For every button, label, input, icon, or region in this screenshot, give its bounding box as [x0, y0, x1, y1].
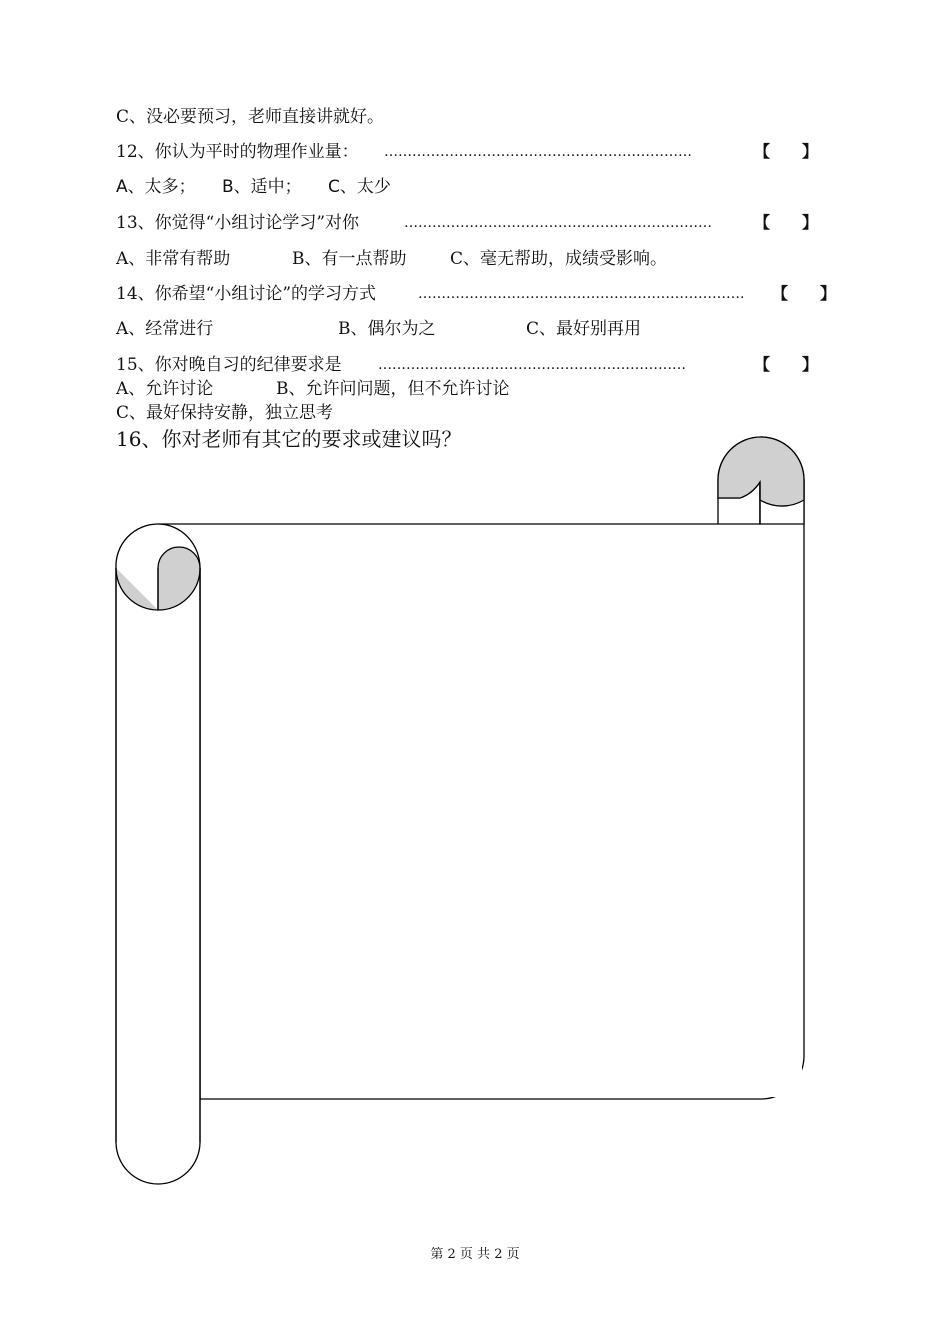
question-15-answer-bracket[interactable]: 【 】 — [754, 355, 819, 374]
question-14-answer-bracket[interactable]: 【 】 — [772, 284, 837, 303]
question-15-leader-dots: ………………………………………………………… — [378, 357, 686, 373]
question-13-option-b[interactable]: B、有一点帮助 — [292, 249, 407, 269]
q11-option-c: C、没必要预习，老师直接讲就好。 — [116, 107, 385, 127]
page-footer: 第 2 页 共 2 页 — [430, 1247, 520, 1262]
question-15-option-a[interactable]: A、允许讨论 — [116, 379, 214, 399]
question-12-answer-bracket[interactable]: 【 】 — [754, 142, 819, 161]
answer-area[interactable] — [202, 526, 802, 1097]
question-14-option-c[interactable]: C、最好别再用 — [526, 319, 642, 339]
question-13-text: 13、你觉得“小组讨论学习”对你 — [116, 213, 360, 233]
question-13-option-c[interactable]: C、毫无帮助，成绩受影响。 — [450, 249, 668, 269]
question-14-option-b[interactable]: B、偶尔为之 — [338, 319, 436, 339]
question-12-leader-dots: ………………………………………………………… — [384, 144, 692, 160]
question-15-text: 15、你对晚自习的纪律要求是 — [116, 355, 342, 375]
question-14-text: 14、你希望“小组讨论”的学习方式 — [116, 284, 377, 304]
question-12-text: 12、你认为平时的物理作业量： — [116, 142, 359, 162]
scroll-left-roller — [116, 524, 200, 1184]
question-16-text: 16、你对老师有其它的要求或建议吗？ — [116, 427, 462, 451]
question-13-answer-bracket[interactable]: 【 】 — [754, 213, 819, 232]
question-13-leader-dots: ………………………………………………………… — [404, 215, 712, 231]
question-15-option-c[interactable]: C、最好保持安静，独立思考 — [116, 403, 334, 423]
scroll-top-right-curl-shade — [718, 437, 804, 506]
question-13-option-a[interactable]: A、非常有帮助 — [116, 249, 231, 269]
question-12-option-a[interactable]: A、太多； — [116, 177, 196, 197]
question-15-option-b[interactable]: B、允许问问题，但不允许讨论 — [276, 379, 510, 399]
question-12-option-b[interactable]: B、适中； — [222, 177, 302, 197]
question-14-leader-dots: ……………………………………………………………. — [418, 286, 745, 302]
question-12-option-c[interactable]: C、太少 — [328, 177, 391, 197]
question-14-option-a[interactable]: A、经常进行 — [116, 319, 214, 339]
